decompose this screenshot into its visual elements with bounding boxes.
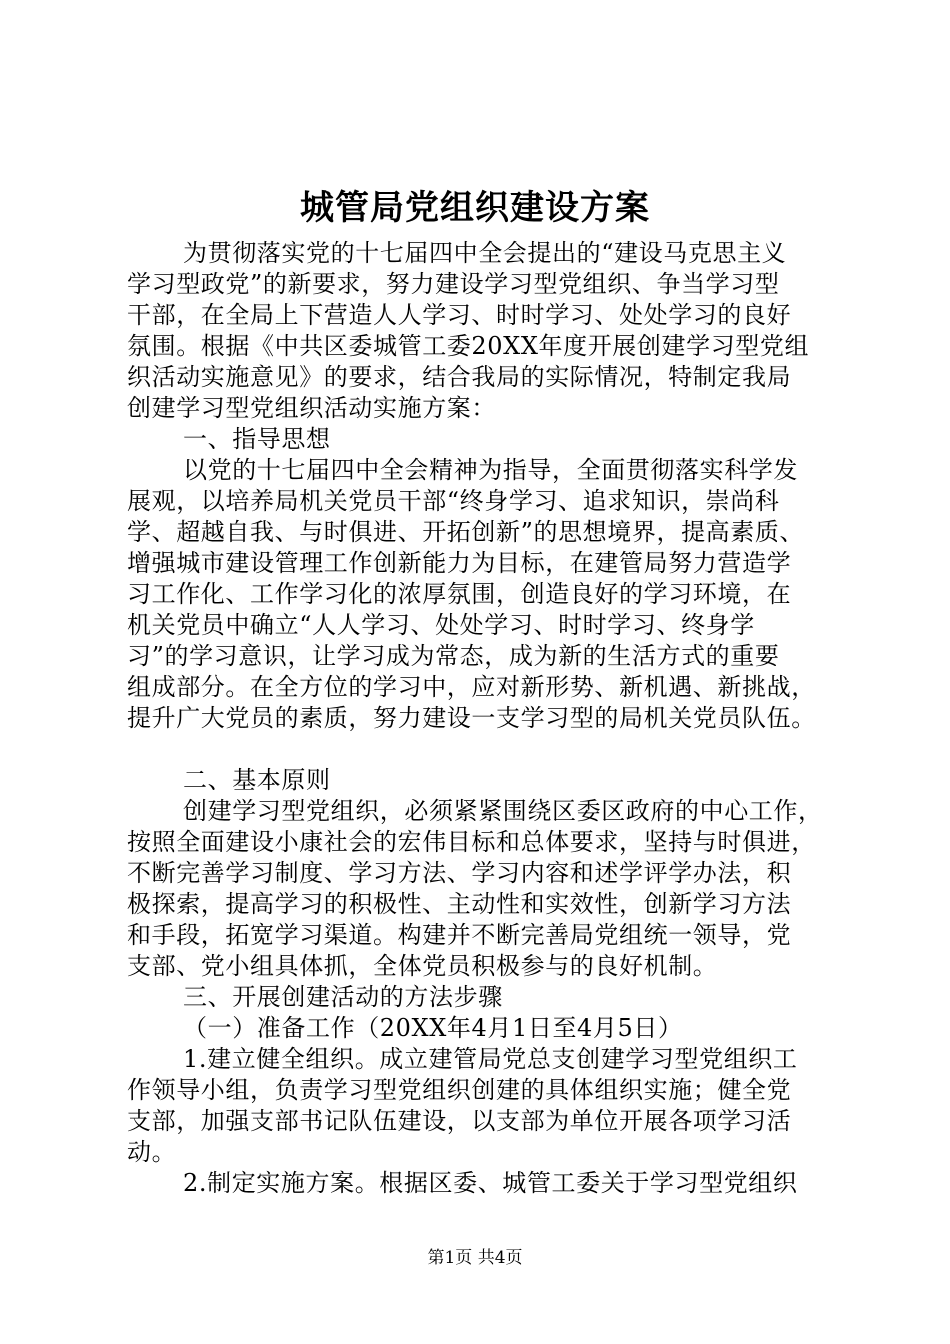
document-body [127, 238, 837, 1199]
paragraph-line: 支部、党小组具体抓，全体党员积极参与的良好机制。 [127, 952, 718, 980]
paragraph-line: 增强城市建设管理工作创新能力为目标，在建管局努力营造学 [127, 549, 792, 577]
paragraph-line: 支部，加强支部书记队伍建设，以支部为单位开展各项学习活 [127, 1107, 792, 1135]
paragraph-line: 组成部分。在全方位的学习中，应对新形势、新机遇、新挑战， [127, 673, 816, 701]
paragraph-line: 1.建立健全组织。成立建管局党总支创建学习型党组织工 [183, 1045, 798, 1073]
paragraph-line: 为贯彻落实党的十七届四中全会提出的“建设马克思主义 [183, 239, 787, 267]
paragraph-line: 按照全面建设小康社会的宏伟目标和总体要求，坚持与时俱进， [127, 828, 816, 856]
document-title: 城管局党组织建设方案 [300, 188, 650, 228]
paragraph-line: 极探索，提高学习的积极性、主动性和实效性，创新学习方法 [127, 890, 792, 918]
paragraph-line: 习工作化、工作学习化的浓厚氛围，创造良好的学习环境，在 [127, 580, 792, 608]
subsection-heading: （一）准备工作（20XX年4月1日至4月5日） [183, 1014, 683, 1042]
paragraph-line: 以党的十七届四中全会精神为指导，全面贯彻落实科学发 [183, 456, 798, 484]
paragraph-line: 干部，在全局上下营造人人学习、时时学习、处处学习的良好 [127, 301, 792, 329]
paragraph-line: 作领导小组，负责学习型党组织创建的具体组织实施；健全党 [127, 1076, 792, 1104]
paragraph-line: 机关党员中确立“人人学习、处处学习、时时学习、终身学 [127, 611, 755, 639]
section-heading: 一、指导思想 [183, 425, 331, 453]
paragraph-line: 织活动实施意见》的要求，结合我局的实际情况，特制定我局 [127, 363, 792, 391]
page-footer: 第1页 共4页 [427, 1248, 523, 1268]
section-heading: 三、开展创建活动的方法步骤 [183, 983, 503, 1011]
paragraph-line: 学习型政党”的新要求，努力建设学习型党组织、争当学习型 [127, 270, 780, 298]
paragraph-spacer [127, 734, 837, 765]
section-heading: 二、基本原则 [183, 766, 331, 794]
paragraph-line: 提升广大党员的素质，努力建设一支学习型的局机关党员队伍。 [127, 704, 816, 732]
paragraph-line: 动。 [127, 1138, 177, 1166]
paragraph-line: 不断完善学习制度、学习方法、学习内容和述学评学办法，积 [127, 859, 792, 887]
paragraph-line: 学、超越自我、与时俱进、开拓创新”的思想境界，提高素质、 [127, 518, 805, 546]
paragraph-line: 展观，以培养局机关党员干部“终身学习、追求知识，崇尚科 [127, 487, 780, 515]
paragraph-line: 创建学习型党组织，必须紧紧围绕区委区政府的中心工作， [183, 797, 823, 825]
paragraph-line: 创建学习型党组织活动实施方案： [127, 394, 496, 422]
paragraph-line: 和手段，拓宽学习渠道。构建并不断完善局党组统一领导，党 [127, 921, 792, 949]
paragraph-line: 2.制定实施方案。根据区委、城管工委关于学习型党组织 [183, 1169, 798, 1197]
paragraph-line: 习”的学习意识，让学习成为常态，成为新的生活方式的重要 [127, 642, 780, 670]
paragraph-line: 氛围。根据《中共区委城管工委20XX年度开展创建学习型党组 [127, 332, 810, 360]
